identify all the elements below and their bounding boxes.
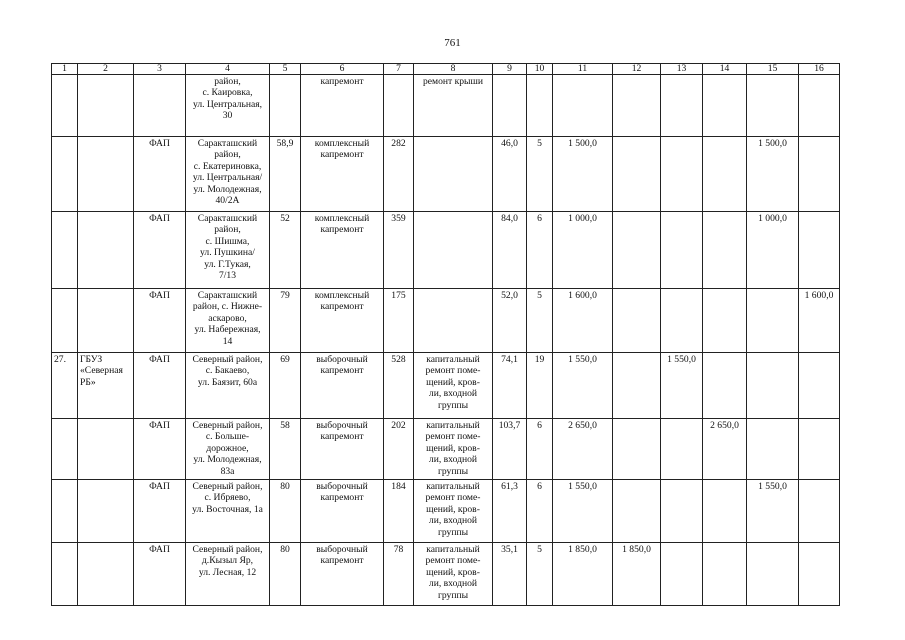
col9-cell: 74,1 [493, 353, 527, 419]
col12-amount-cell [613, 419, 661, 480]
table-row [52, 543, 840, 606]
col12-amount-cell [613, 480, 661, 543]
facility-type-cell: ФАП [134, 480, 186, 543]
col9-cell: 61,3 [493, 480, 527, 543]
column-header: 12 [613, 64, 661, 75]
column-header: 8 [414, 64, 493, 75]
col5-cell: 69 [270, 353, 301, 419]
col16-amount-cell [799, 212, 840, 289]
col13-amount-cell [661, 419, 703, 480]
work-description-cell: капитальный ремонт поме- щений, кров- ли, входной группы [414, 419, 493, 480]
col7-cell: 202 [384, 419, 414, 480]
total-amount-cell: 1 550,0 [553, 353, 613, 419]
row-number-cell: 27. [52, 353, 78, 419]
col10-cell: 5 [527, 289, 553, 353]
col7-cell: 282 [384, 137, 414, 212]
column-header: 7 [384, 64, 414, 75]
col10-cell: 5 [527, 543, 553, 606]
column-header: 2 [78, 64, 134, 75]
col16-amount-cell: 1 600,0 [799, 289, 840, 353]
col5-cell: 58,9 [270, 137, 301, 212]
institution-cell [78, 543, 134, 606]
repair-type-cell: комплексный капремонт [301, 212, 384, 289]
repair-type-cell: комплексный капремонт [301, 137, 384, 212]
table-row [52, 212, 840, 289]
table-row [52, 480, 840, 543]
col15-amount-cell: 1 000,0 [747, 212, 799, 289]
repair-type-cell: выборочный капремонт [301, 480, 384, 543]
col14-amount-cell [703, 137, 747, 212]
address-cell: район, с. Каировка, ул. Центральная, 30 [186, 75, 270, 137]
col13-amount-cell: 1 550,0 [661, 353, 703, 419]
table-row [52, 419, 840, 480]
total-amount-cell: 1 850,0 [553, 543, 613, 606]
column-header: 6 [301, 64, 384, 75]
repair-type-cell: комплексный капремонт [301, 289, 384, 353]
row-number-cell [52, 137, 78, 212]
column-header: 15 [747, 64, 799, 75]
col10-cell [527, 75, 553, 137]
col7-cell: 528 [384, 353, 414, 419]
col15-amount-cell [747, 75, 799, 137]
col13-amount-cell [661, 75, 703, 137]
address-cell: Северный район, с. Бакаево, ул. Баязит, 60а [186, 353, 270, 419]
col14-amount-cell [703, 212, 747, 289]
col10-cell: 5 [527, 137, 553, 212]
work-description-cell [414, 137, 493, 212]
work-description-cell: ремонт крыши [414, 75, 493, 137]
address-cell: Северный район, с. Больше- дорожное, ул. Молодежная, 83а [186, 419, 270, 480]
col15-amount-cell [747, 353, 799, 419]
col7-cell: 184 [384, 480, 414, 543]
page-number: 761 [444, 37, 461, 49]
col12-amount-cell: 1 850,0 [613, 543, 661, 606]
col10-cell: 19 [527, 353, 553, 419]
col14-amount-cell [703, 543, 747, 606]
col13-amount-cell [661, 212, 703, 289]
column-header: 4 [186, 64, 270, 75]
col5-cell: 52 [270, 212, 301, 289]
total-amount-cell: 1 600,0 [553, 289, 613, 353]
table-row [52, 75, 840, 137]
col9-cell: 35,1 [493, 543, 527, 606]
col7-cell: 78 [384, 543, 414, 606]
col16-amount-cell [799, 137, 840, 212]
col10-cell: 6 [527, 419, 553, 480]
work-description-cell [414, 212, 493, 289]
col12-amount-cell [613, 212, 661, 289]
facility-type-cell: ФАП [134, 289, 186, 353]
col10-cell: 6 [527, 480, 553, 543]
col9-cell: 103,7 [493, 419, 527, 480]
institution-cell [78, 419, 134, 480]
col16-amount-cell [799, 480, 840, 543]
institution-cell [78, 137, 134, 212]
address-cell: Саракташский район, с. Екатериновка, ул. Центральная/ ул. Молодежная, 40/2А [186, 137, 270, 212]
facility-type-cell: ФАП [134, 353, 186, 419]
repair-type-cell: капремонт [301, 75, 384, 137]
col9-cell: 84,0 [493, 212, 527, 289]
institution-cell [78, 75, 134, 137]
column-header: 16 [799, 64, 840, 75]
work-description-cell: капитальный ремонт поме- щений, кров- ли, входной группы [414, 480, 493, 543]
col5-cell: 79 [270, 289, 301, 353]
repair-schedule-table [51, 63, 840, 606]
col15-amount-cell [747, 419, 799, 480]
column-number-header-row [52, 64, 840, 75]
facility-type-cell: ФАП [134, 137, 186, 212]
col5-cell: 58 [270, 419, 301, 480]
col14-amount-cell [703, 289, 747, 353]
col15-amount-cell: 1 550,0 [747, 480, 799, 543]
col13-amount-cell [661, 289, 703, 353]
institution-cell: ГБУЗ «Северная РБ» [78, 353, 134, 419]
repair-type-cell: выборочный капремонт [301, 543, 384, 606]
column-header: 1 [52, 64, 78, 75]
col7-cell [384, 75, 414, 137]
col15-amount-cell [747, 543, 799, 606]
col12-amount-cell [613, 137, 661, 212]
table-row [52, 289, 840, 353]
column-header: 14 [703, 64, 747, 75]
row-number-cell [52, 212, 78, 289]
col10-cell: 6 [527, 212, 553, 289]
col9-cell: 52,0 [493, 289, 527, 353]
row-number-cell [52, 419, 78, 480]
total-amount-cell: 1 500,0 [553, 137, 613, 212]
col13-amount-cell [661, 137, 703, 212]
column-header: 3 [134, 64, 186, 75]
institution-cell [78, 289, 134, 353]
col16-amount-cell [799, 75, 840, 137]
column-header: 13 [661, 64, 703, 75]
col12-amount-cell [613, 289, 661, 353]
col14-amount-cell [703, 75, 747, 137]
total-amount-cell [553, 75, 613, 137]
col14-amount-cell: 2 650,0 [703, 419, 747, 480]
col13-amount-cell [661, 543, 703, 606]
work-description-cell: капитальный ремонт поме- щений, кров- ли, входной группы [414, 353, 493, 419]
column-header: 11 [553, 64, 613, 75]
repair-type-cell: выборочный капремонт [301, 419, 384, 480]
row-number-cell [52, 543, 78, 606]
total-amount-cell: 1 550,0 [553, 480, 613, 543]
table-row [52, 137, 840, 212]
table-row [52, 353, 840, 419]
total-amount-cell: 2 650,0 [553, 419, 613, 480]
address-cell: Северный район, с. Ибряево, ул. Восточная, 1а [186, 480, 270, 543]
col7-cell: 175 [384, 289, 414, 353]
facility-type-cell: ФАП [134, 543, 186, 606]
facility-type-cell [134, 75, 186, 137]
col5-cell [270, 75, 301, 137]
repair-type-cell: выборочный капремонт [301, 353, 384, 419]
address-cell: Саракташский район, с. Нижне- аскарово, ул. Набережная, 14 [186, 289, 270, 353]
col15-amount-cell: 1 500,0 [747, 137, 799, 212]
facility-type-cell: ФАП [134, 419, 186, 480]
facility-type-cell: ФАП [134, 212, 186, 289]
row-number-cell [52, 480, 78, 543]
total-amount-cell: 1 000,0 [553, 212, 613, 289]
institution-cell [78, 480, 134, 543]
col5-cell: 80 [270, 480, 301, 543]
address-cell: Саракташский район, с. Шишма, ул. Пушкина/ ул. Г.Тукая, 7/13 [186, 212, 270, 289]
row-number-cell [52, 75, 78, 137]
column-header: 5 [270, 64, 301, 75]
col16-amount-cell [799, 353, 840, 419]
col14-amount-cell [703, 353, 747, 419]
column-header: 10 [527, 64, 553, 75]
col15-amount-cell [747, 289, 799, 353]
row-number-cell [52, 289, 78, 353]
col7-cell: 359 [384, 212, 414, 289]
col12-amount-cell [613, 75, 661, 137]
col14-amount-cell [703, 480, 747, 543]
work-description-cell [414, 289, 493, 353]
col16-amount-cell [799, 543, 840, 606]
col5-cell: 80 [270, 543, 301, 606]
column-header: 9 [493, 64, 527, 75]
col9-cell [493, 75, 527, 137]
col12-amount-cell [613, 353, 661, 419]
col9-cell: 46,0 [493, 137, 527, 212]
institution-cell [78, 212, 134, 289]
col16-amount-cell [799, 419, 840, 480]
work-description-cell: капитальный ремонт поме- щений, кров- ли, входной группы [414, 543, 493, 606]
col13-amount-cell [661, 480, 703, 543]
address-cell: Северный район, д.Кызыл Яр, ул. Лесная, 12 [186, 543, 270, 606]
